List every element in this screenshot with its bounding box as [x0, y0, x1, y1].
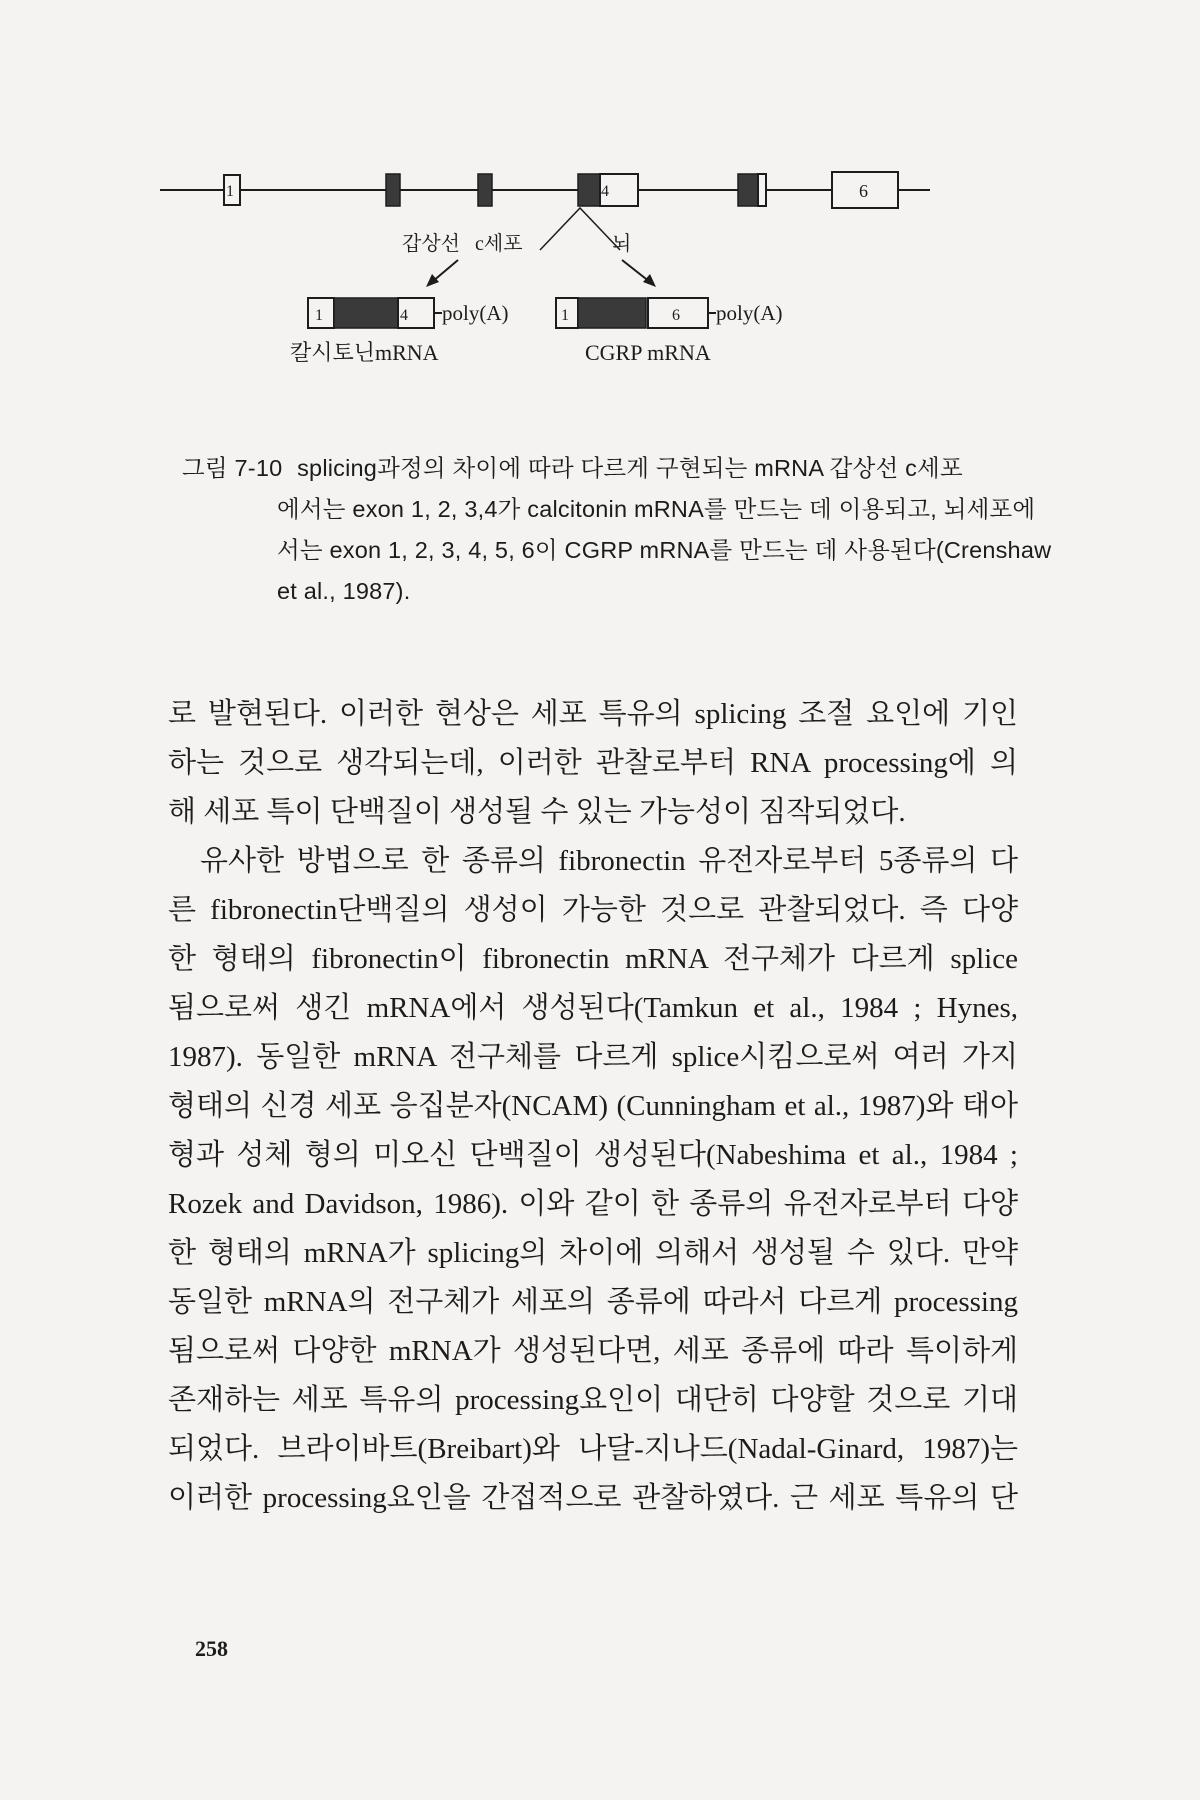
- body-line: 됨으로써 생긴 mRNA에서 생성된다(Tamkun et al., 1984 ; Hynes,: [168, 992, 1018, 1024]
- body-line: 한 형태의 fibronectin이 fibronectin mRNA 전구체가 다르게 splice: [168, 943, 1018, 975]
- arrow-cgrp: [622, 260, 650, 282]
- body-line: 한 형태의 mRNA가 splicing의 차이에 의해서 생성될 수 있다. 만약: [168, 1237, 1018, 1269]
- arrow-calcitonin-head: [426, 274, 439, 287]
- body-line: 1987). 동일한 mRNA 전구체를 다르게 splice시킴으로써 여러 가지: [168, 1041, 1018, 1073]
- body-line: 형과 성체 형의 미오신 단백질이 생성된다(Nabeshima et al., 1984 ;: [168, 1139, 1018, 1171]
- body-line: 유사한 방법으로 한 종류의 fibronectin 유전자로부터 5종류의 다: [200, 845, 1018, 877]
- gene-exon-5: [738, 174, 758, 206]
- gene-exon-4-label: 4: [601, 183, 609, 200]
- gene-exon-3: [478, 174, 492, 206]
- calcitonin-poly-a: poly(A): [442, 301, 509, 325]
- caption-text-1: splicing과정의 차이에 따라 다르게 구현되는 mRNA 갑상선 c세포: [297, 455, 963, 481]
- splice-junction: [540, 208, 620, 250]
- cgrp-exons-dark: [578, 298, 646, 328]
- page-number: 258: [195, 1636, 228, 1661]
- body-line: 되었다. 브라이바트(Breibart)와 나달-지나드(Nadal-Ginard, 1987)는: [168, 1433, 1018, 1465]
- gene-exon-2: [386, 174, 400, 206]
- c-cell-label: c세포: [475, 233, 523, 255]
- calcitonin-exons-dark: [334, 298, 398, 328]
- calcitonin-exon-1-label: 1: [315, 307, 323, 324]
- cgrp-mrna-label: CGRP mRNA: [585, 340, 711, 365]
- figure-caption: [182, 448, 1052, 612]
- gene-exon-6-label: 6: [859, 181, 868, 201]
- arrow-cgrp-head: [643, 274, 656, 287]
- gene-exon-1-label: 1: [226, 183, 234, 200]
- caption-line-2: 에서는 exon 1, 2, 3,4가 calcitonin mRNA를 만드는 데 이용되고, 뇌세포에: [277, 496, 1036, 522]
- figure-label: 그림 7-10: [182, 455, 283, 481]
- cgrp-exon-1-label: 1: [561, 307, 569, 324]
- body-line: 존재하는 세포 특유의 processing요인이 대단히 다양할 것으로 기대: [168, 1384, 1018, 1416]
- thyroid-label: 갑상선: [402, 233, 460, 255]
- body-line: 로 발현된다. 이러한 현상은 세포 특유의 splicing 조절 요인에 기인: [168, 698, 1018, 730]
- body-line: 른 fibronectin단백질의 생성이 가능한 것으로 관찰되었다. 즉 다양: [168, 894, 1018, 926]
- caption-line-4: et al., 1987).: [277, 578, 411, 604]
- cgrp-exon-6-label: 6: [672, 307, 680, 324]
- body-line: 동일한 mRNA의 전구체가 세포의 종류에 따라서 다르게 processing: [168, 1286, 1018, 1318]
- caption-line-1: [182, 448, 1012, 489]
- gene-exon-5-edge: [758, 174, 766, 206]
- calcitonin-mrna-label: 칼시토닌mRNA: [290, 340, 439, 365]
- body-line: 됨으로써 다양한 mRNA가 생성된다면, 세포 종류에 따라 특이하게: [168, 1335, 1018, 1367]
- body-line: 이러한 processing요인을 간접적으로 관찰하였다. 근 세포 특유의 단: [168, 1482, 1018, 1514]
- cgrp-poly-a: poly(A): [716, 301, 783, 325]
- gene-exon-4-dark: [578, 174, 600, 206]
- body-text: [168, 690, 1018, 1523]
- brain-label: 뇌: [612, 233, 632, 255]
- body-line: Rozek and Davidson, 1986). 이와 같이 한 종류의 유전자로부터 다양: [168, 1188, 1018, 1220]
- body-line: 하는 것으로 생각되는데, 이러한 관찰로부터 RNA processing에 의: [168, 747, 1018, 779]
- splicing-diagram: [160, 150, 1020, 420]
- caption-line-3: 서는 exon 1, 2, 3, 4, 5, 6이 CGRP mRNA를 만드는 데 사용된다(Crenshaw: [277, 537, 1052, 563]
- body-line: 형태의 신경 세포 응집분자(NCAM) (Cunningham et al., 1987)와 태아: [168, 1090, 1018, 1122]
- splicing-figure: [160, 150, 1020, 420]
- calcitonin-exon-4-label: 4: [400, 307, 408, 324]
- body-line: 해 세포 특이 단백질이 생성될 수 있는 가능성이 짐작되었다.: [168, 796, 906, 828]
